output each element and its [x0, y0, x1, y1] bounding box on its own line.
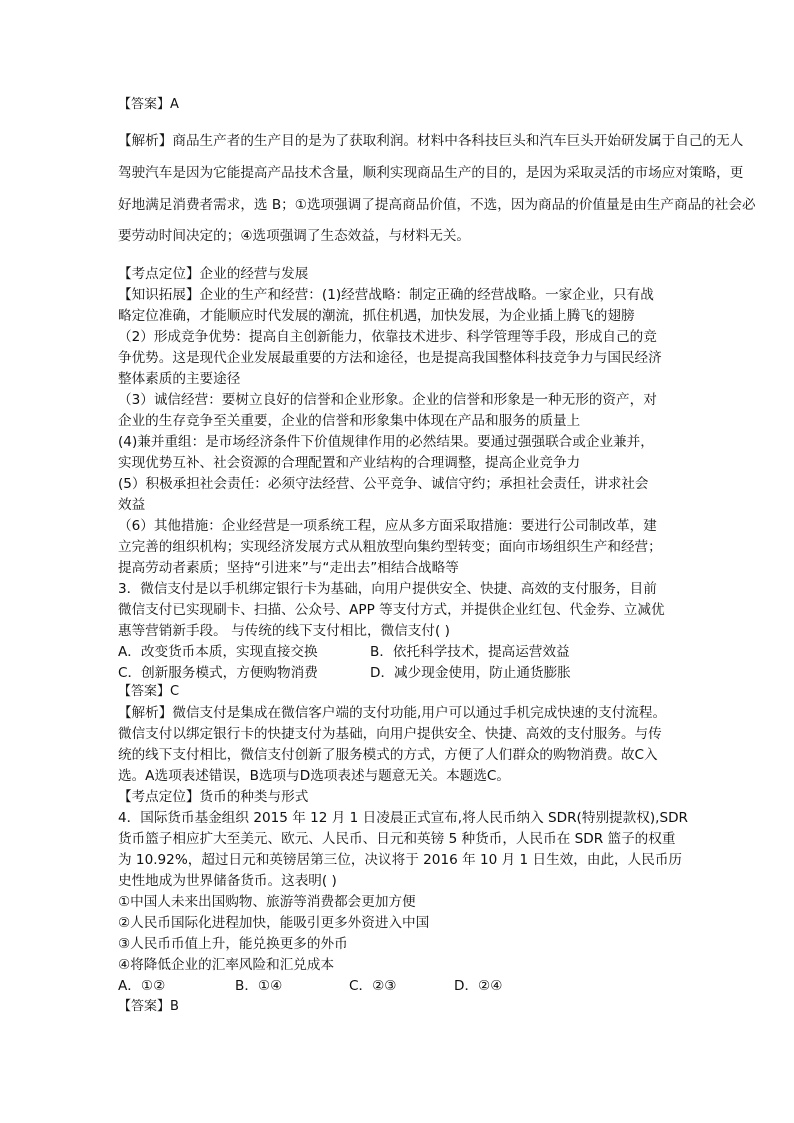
key-point-1: 【考点定位】企业的经营与发展: [118, 266, 309, 282]
knowledge-line: 整体素质的主要途径: [118, 371, 241, 387]
knowledge-line: 争优势。这是现代企业发展最重要的方法和途径，也是提高我国整体科技竞争力与国民经济: [118, 350, 662, 366]
key-point-3: 【考点定位】货币的种类与形式: [118, 789, 309, 805]
knowledge-line: 效益: [118, 497, 146, 513]
question-4-line: 史性地成为世界储备货币。这表明( ): [118, 873, 337, 889]
option-a: A．改变货币本质，实现直接交换: [118, 644, 318, 660]
analysis-1-line: 要劳动时间决定的；④选项强调了生态效益，与材料无关。: [118, 228, 471, 244]
knowledge-line: （2）形成竞争优势：提高自主创新能力，依靠技术进步、科学管理等手段，形成自己的竞: [118, 329, 657, 345]
knowledge-line: 企业的生存竞争至关重要，企业的信誉和形象集中体现在产品和服务的质量上: [118, 413, 581, 429]
option-c: C．创新服务模式，方便购物消费: [118, 665, 318, 681]
question-3-line: 3．微信支付是以手机绑定银行卡为基础，向用户提供安全、快捷、高效的支付服务，目前: [118, 581, 657, 597]
option-d: D．减少现金使用，防止通货膨胀: [370, 665, 571, 681]
knowledge-line: （3）诚信经营：要树立良好的信誉和企业形象。企业的信誉和形象是一种无形的资产，对: [118, 392, 657, 408]
analysis-3-line: 统的线下支付相比，微信支付创新了服务模式的方式，方便了人们群众的购物消费。故C入: [118, 747, 658, 763]
knowledge-line: 略定位准确，才能顺应时代发展的潮流，抓住机遇，加快发展，为企业插上腾飞的翅膀: [118, 308, 635, 324]
analysis-1-line: 好地满足消费者需求，选 B；①选项强调了提高商品价值，不选，因为商品的价值量是由生产商品的社会必: [118, 197, 756, 213]
question-4-item: ④将降低企业的汇率风险和汇兑成本: [118, 957, 335, 973]
analysis-3-line: 【解析】微信支付是集成在微信客户端的支付功能,用户可以通过手机完成快速的支付流程。: [118, 705, 667, 721]
option-d: D．②④: [454, 978, 503, 994]
answer-4: 【答案】B: [118, 999, 179, 1014]
knowledge-line: (5）积极承担社会责任：必须守法经营、公平竞争、诚信守约；承担社会责任，讲求社会: [118, 476, 649, 492]
analysis-1-line: 驾驶汽车是因为它能提高产品技术含量，顺利实现商品生产的目的，是因为采取灵活的市场应对策略，更: [118, 165, 744, 181]
answer-3: 【答案】C: [118, 684, 180, 699]
knowledge-line: 立完善的组织机构；实现经济发展方式从粗放型向集约型转变；面向市场组织生产和经营；: [118, 539, 662, 555]
question-4-item: ①中国人未来出国购物、旅游等消费都会更加方便: [118, 894, 416, 910]
analysis-3-line: 选。A选项表述错误，B选项与D选项表述与题意无关。本题选C。: [118, 768, 511, 784]
option-c: C．②③: [349, 978, 397, 994]
question-4-line: 4．国际货币基金组织 2015 年 12 月 1 日凌晨正式宣布,将人民币纳入 SDR(特别提款权),SDR: [118, 810, 688, 826]
question-3-line: 惠等营销新手段。 与传统的线下支付相比，微信支付( ): [118, 623, 450, 639]
question-4-line: 为 10.92%，超过日元和英镑居第三位，决议将于 2016 年 10 月 1 日生效，由此，人民币历: [118, 852, 683, 868]
question-4-item: ②人民币国际化进程加快，能吸引更多外资进入中国: [118, 915, 430, 931]
answer-1: 【答案】A: [118, 97, 179, 112]
knowledge-line: （6）其他措施：企业经营是一项系统工程，应从多方面采取措施：要进行公司制改革，建: [118, 518, 657, 534]
knowledge-line: (4)兼并重组：是市场经济条件下价值规律作用的必然结果。要通过强强联合或企业兼并，: [118, 434, 654, 450]
knowledge-line: 提高劳动者素质；坚持“引进来”与“走出去”相结合战略等: [118, 560, 459, 576]
option-a: A．①②: [118, 978, 166, 994]
analysis-1-line: 【解析】商品生产者的生产目的是为了获取利润。材料中各科技巨头和汽车巨头开始研发属于自己的无人: [118, 133, 744, 149]
option-b: B．①④: [235, 978, 283, 994]
knowledge-line: 实现优势互补、社会资源的合理配置和产业结构的合理调整，提高企业竞争力: [118, 455, 581, 471]
option-b: B．依托科学技术，提高运营效益: [370, 644, 570, 660]
question-4-item: ③人民币币值上升，能兑换更多的外币: [118, 936, 348, 952]
analysis-3-line: 微信支付以绑定银行卡的快捷支付为基础，向用户提供安全、快捷、高效的支付服务。与传: [118, 726, 662, 742]
question-3-line: 微信支付已实现刷卡、扫描、公众号、APP 等支付方式，并提供企业红包、代金券、立减优: [118, 602, 665, 618]
knowledge-line: 【知识拓展】企业的生产和经营：(1)经营战略：制定正确的经营战略。一家企业，只有战: [118, 287, 654, 303]
question-4-line: 货币篮子相应扩大至美元、欧元、人民币、日元和英镑 5 种货币，人民币在 SDR 篮子的权重: [118, 831, 676, 847]
